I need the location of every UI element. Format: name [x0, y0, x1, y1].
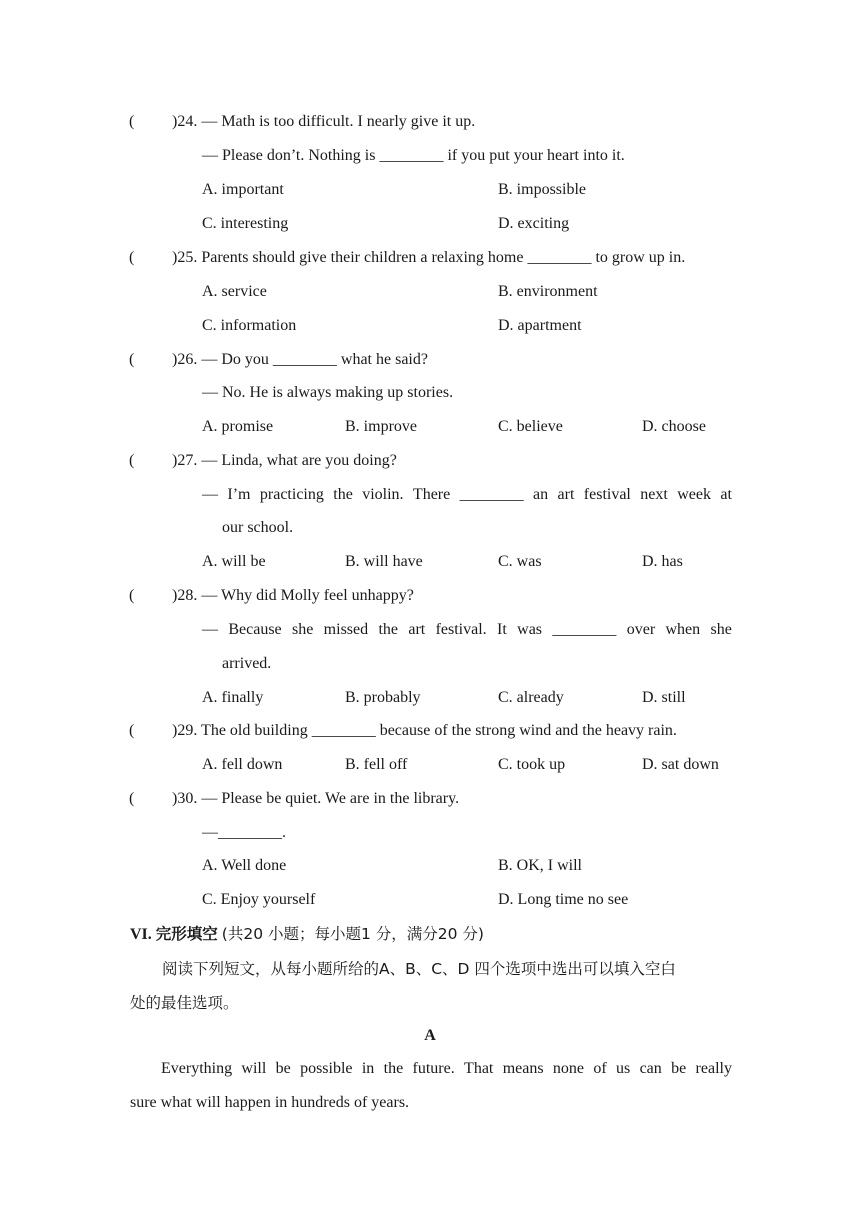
word: the: [378, 621, 399, 638]
option-d[interactable]: D. still: [642, 689, 686, 706]
option-b[interactable]: B. probably: [345, 689, 421, 706]
word: future.: [412, 1060, 455, 1077]
option-a[interactable]: A. promise: [202, 418, 274, 435]
option-b[interactable]: B. OK, I will: [498, 857, 582, 874]
word: possible: [300, 1060, 353, 1077]
word: means: [502, 1060, 544, 1077]
dialogue-line: [202, 620, 732, 640]
word: she: [292, 621, 314, 638]
option-d[interactable]: D. exciting: [498, 215, 570, 232]
dialogue-line: —________.: [202, 824, 286, 841]
option-b[interactable]: B. will have: [345, 553, 423, 570]
option-d[interactable]: D. choose: [642, 418, 706, 435]
word: the: [383, 1060, 404, 1077]
answer-bracket[interactable]: (: [129, 722, 135, 739]
passage-line-2: sure what will happen in hundreds of years.: [130, 1094, 410, 1111]
dialogue-line: — No. He is always making up stories.: [202, 384, 454, 401]
word: practicing: [259, 486, 324, 503]
option-a[interactable]: A. Well done: [202, 857, 287, 874]
section-heading: [130, 924, 484, 945]
answer-bracket[interactable]: (: [129, 790, 135, 807]
word: There: [412, 486, 451, 503]
dialogue-line: — Please don’t. Nothing is ________ if you put your heart into it.: [202, 147, 625, 164]
word: us: [616, 1060, 631, 1077]
option-c[interactable]: C. believe: [498, 418, 563, 435]
word: of: [593, 1060, 607, 1077]
word: when: [665, 621, 701, 638]
word: none: [552, 1060, 585, 1077]
question-stem: )28. — Why did Molly feel unhappy?: [172, 587, 414, 604]
option-b[interactable]: B. environment: [498, 283, 598, 300]
passage-line-1: [161, 1059, 732, 1079]
option-d[interactable]: D. sat down: [642, 756, 719, 773]
instruction-line-2: 处的最佳选项。: [130, 994, 239, 1012]
option-c[interactable]: C. Enjoy yourself: [202, 891, 316, 908]
option-b[interactable]: B. fell off: [345, 756, 408, 773]
word: was: [517, 621, 543, 638]
option-b[interactable]: B. improve: [345, 418, 417, 435]
option-a[interactable]: A. fell down: [202, 756, 283, 773]
word: That: [464, 1060, 494, 1077]
option-c[interactable]: C. was: [498, 553, 542, 570]
question-stem: )30. — Please be quiet. We are in the library.: [172, 790, 460, 807]
blank: ________: [552, 621, 617, 638]
passage-label: A: [424, 1027, 436, 1044]
word: Because: [228, 621, 282, 638]
word: art: [557, 486, 575, 503]
question-stem: )25. Parents should give their children a relaxing home ________ to grow up in.: [172, 249, 686, 266]
word: be: [671, 1060, 687, 1077]
word: missed: [323, 621, 369, 638]
question-stem: )29. The old building ________ because of the strong wind and the heavy rain.: [172, 722, 677, 739]
word: festival.: [435, 621, 487, 638]
word: be: [275, 1060, 291, 1077]
word: at: [720, 486, 732, 503]
option-c[interactable]: C. already: [498, 689, 564, 706]
option-c[interactable]: C. interesting: [202, 215, 289, 232]
option-a[interactable]: A. service: [202, 283, 267, 300]
word: —: [202, 621, 218, 638]
word: over: [626, 621, 656, 638]
word: It: [497, 621, 507, 638]
word: Everything: [161, 1060, 233, 1077]
instruction-line-1: 阅读下列短文，从每小题所给的A、B、C、D 四个选项中选出可以填入空白: [162, 960, 676, 978]
word: she: [710, 621, 732, 638]
word: art: [408, 621, 426, 638]
option-c[interactable]: C. information: [202, 317, 297, 334]
answer-bracket[interactable]: (: [129, 587, 135, 604]
section-number: VI.: [130, 926, 152, 943]
option-d[interactable]: D. Long time no see: [498, 891, 629, 908]
answer-bracket[interactable]: (: [129, 452, 135, 469]
option-a[interactable]: A. important: [202, 181, 284, 198]
word: will: [241, 1060, 267, 1077]
word: next: [640, 486, 668, 503]
word: week: [677, 486, 711, 503]
dialogue-line: [202, 485, 732, 505]
answer-bracket[interactable]: (: [129, 249, 135, 266]
option-a[interactable]: A. finally: [202, 689, 264, 706]
word: in: [361, 1060, 375, 1077]
section-title: 完形填空: [155, 925, 218, 943]
word: festival: [583, 486, 631, 503]
answer-bracket[interactable]: (: [129, 113, 135, 130]
word: I’m: [227, 486, 251, 503]
word: violin.: [362, 486, 404, 503]
word: really: [695, 1060, 732, 1077]
word: an: [533, 486, 549, 503]
section-note: (共20 小题；每小题1 分，满分20 分): [221, 925, 484, 943]
word: can: [639, 1060, 662, 1077]
word: the: [333, 486, 353, 503]
option-d[interactable]: D. has: [642, 553, 683, 570]
dialogue-continuation: our school.: [222, 519, 294, 536]
word: —: [202, 486, 218, 503]
option-b[interactable]: B. impossible: [498, 181, 587, 198]
option-c[interactable]: C. took up: [498, 756, 566, 773]
option-a[interactable]: A. will be: [202, 553, 266, 570]
blank: ________: [459, 486, 524, 503]
dialogue-continuation: arrived.: [222, 655, 272, 672]
question-stem: )26. — Do you ________ what he said?: [172, 351, 428, 368]
question-stem: )27. — Linda, what are you doing?: [172, 452, 397, 469]
answer-bracket[interactable]: (: [129, 351, 135, 368]
question-stem: )24. — Math is too difficult. I nearly give it up.: [172, 113, 476, 130]
option-d[interactable]: D. apartment: [498, 317, 582, 334]
